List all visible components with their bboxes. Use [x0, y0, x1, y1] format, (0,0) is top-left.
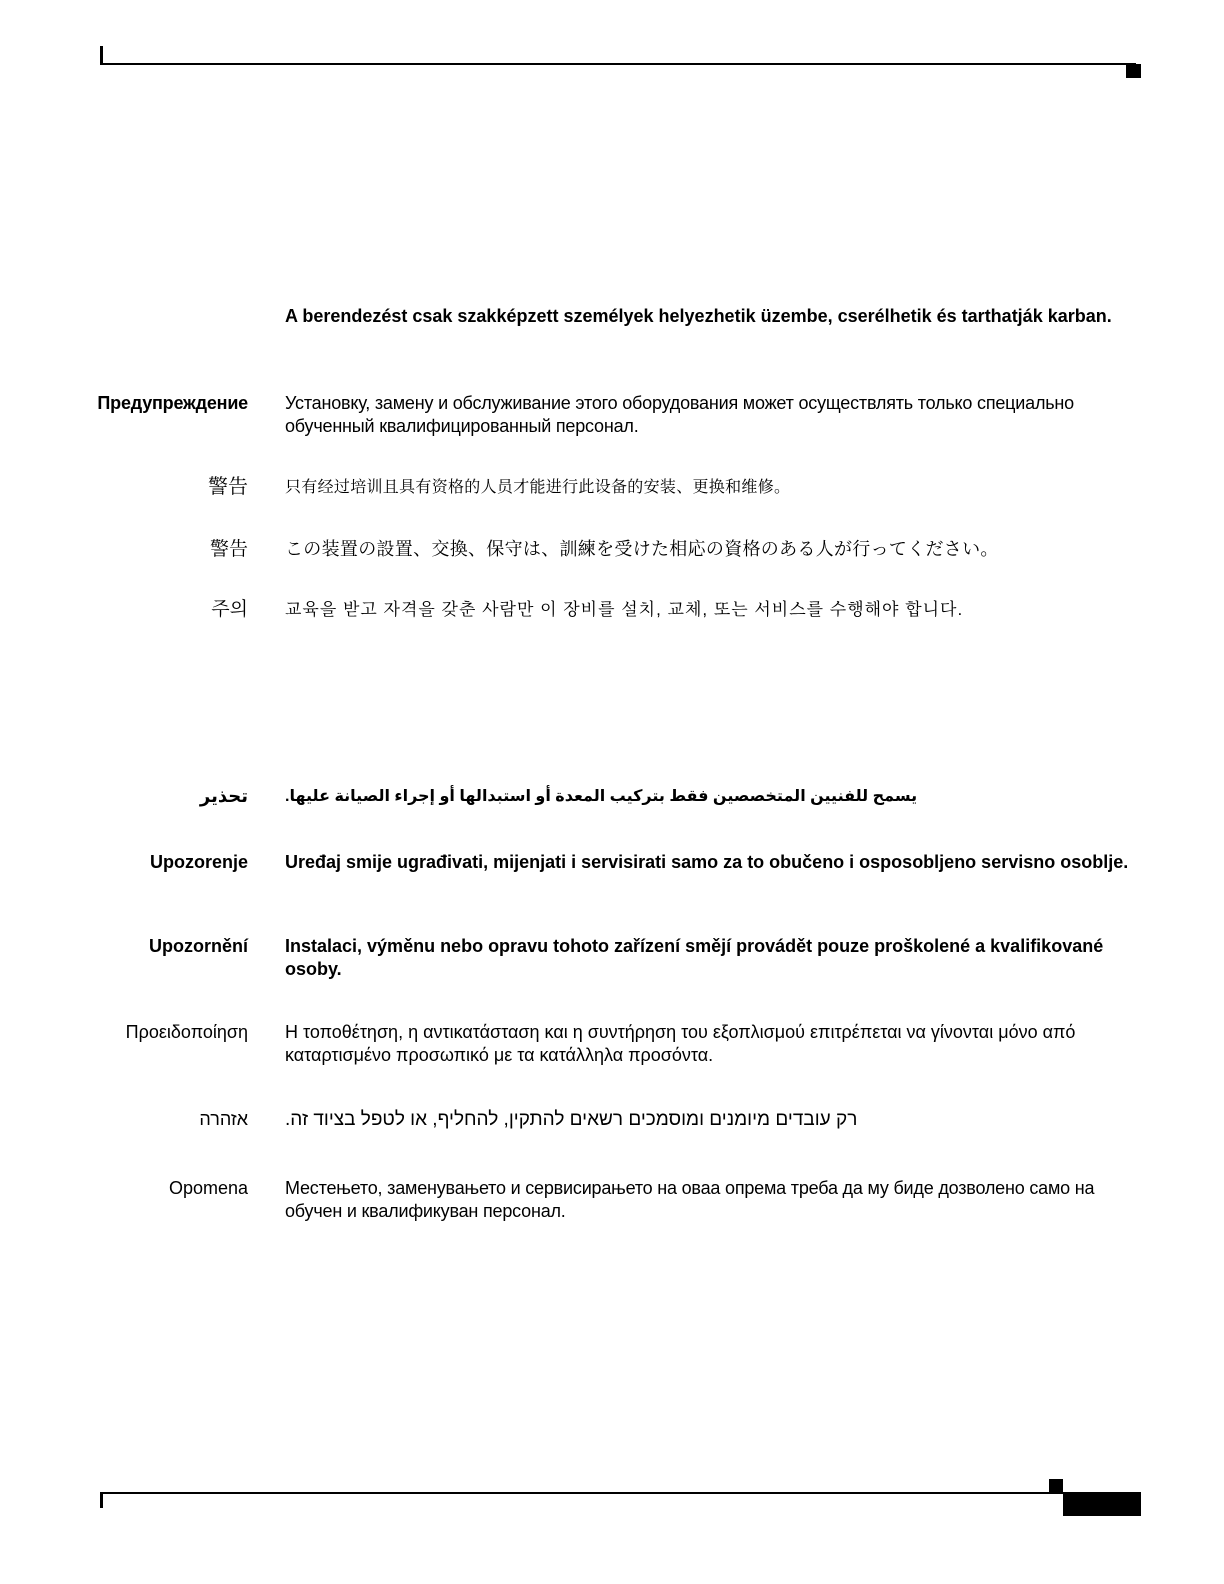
footer-rule-tick	[100, 1493, 103, 1508]
warning-text-hungarian: A berendezést csak szakképzett személyek helyezhetik üzembe, cserélhetik és tarthatják karban.	[285, 306, 1112, 326]
warning-text-macedonian: Местењето, заменувањето и сервисирањето на оваа опрема треба да му биде дозволено само на обучен и квалификуван персонал.	[285, 1178, 1095, 1221]
warning-text-hebrew: רק עובדים מיומנים ומוסמכים רשאים להתקין, להחליף, או לטפל בציוד זה.	[285, 1109, 858, 1130]
header-rule	[100, 63, 1136, 65]
footer-page-tab	[1063, 1492, 1141, 1516]
header-marker-block	[1126, 64, 1141, 78]
warning-label-arabic: تحذير	[199, 786, 248, 806]
warning-text-japanese: この装置の設置、交換、保守は、訓練を受けた相応の資格のある人が行ってください。	[285, 539, 999, 559]
warning-label-macedonian: Opomena	[168, 1178, 248, 1198]
footer-rule	[100, 1492, 1063, 1494]
warning-text-croatian: Uređaj smije ugrađivati, mijenjati i servisirati samo za to obučeno i osposobljeno servisno osoblje.	[285, 852, 1129, 872]
warning-label-greek: Προειδοποίηση	[125, 1022, 248, 1042]
warning-text-arabic: يسمح للفنيين المتخصصين فقط بتركيب المعدة أو استبدالها أو إجراء الصيانة عليها.	[285, 788, 918, 805]
warning-label-czech: Upozornění	[149, 936, 248, 956]
warning-text-greek: Η τοποθέτηση, η αντικατάσταση και η συντήρηση του εξοπλισμού επιτρέπεται να γίνονται μόνο από καταρτισμένο προσωπικό με τα κατάλληλα προσόντα.	[285, 1022, 1076, 1065]
warning-text-czech: Instalaci, výměnu nebo opravu tohoto zařízení smějí provádět pouze proškolené a kvalifikované osoby.	[285, 936, 1104, 979]
warning-label-russian: Предупреждение	[97, 393, 248, 413]
warning-label-chinese: 警告	[208, 476, 248, 498]
warning-label-japanese: 警告	[209, 539, 248, 560]
warning-label-croatian: Upozorenje	[149, 852, 248, 872]
footer-marker-small	[1049, 1479, 1063, 1492]
header-rule-tick	[100, 46, 103, 64]
warning-text-korean: 교육을 받고 자격을 갖춘 사람만 이 장비를 설치, 교체, 또는 서비스를 수행해야 합니다.	[285, 600, 964, 619]
warning-text-chinese: 只有经过培训且具有资格的人员才能进行此设备的安装、更换和维修。	[285, 479, 791, 496]
warning-text-russian: Установку, замену и обслуживание этого оборудования может осуществлять только специально обученный квалифицированный персонал.	[285, 393, 1074, 436]
warning-label-korean: 주의	[211, 599, 248, 620]
warning-label-hebrew: אזהרה	[199, 1109, 248, 1129]
